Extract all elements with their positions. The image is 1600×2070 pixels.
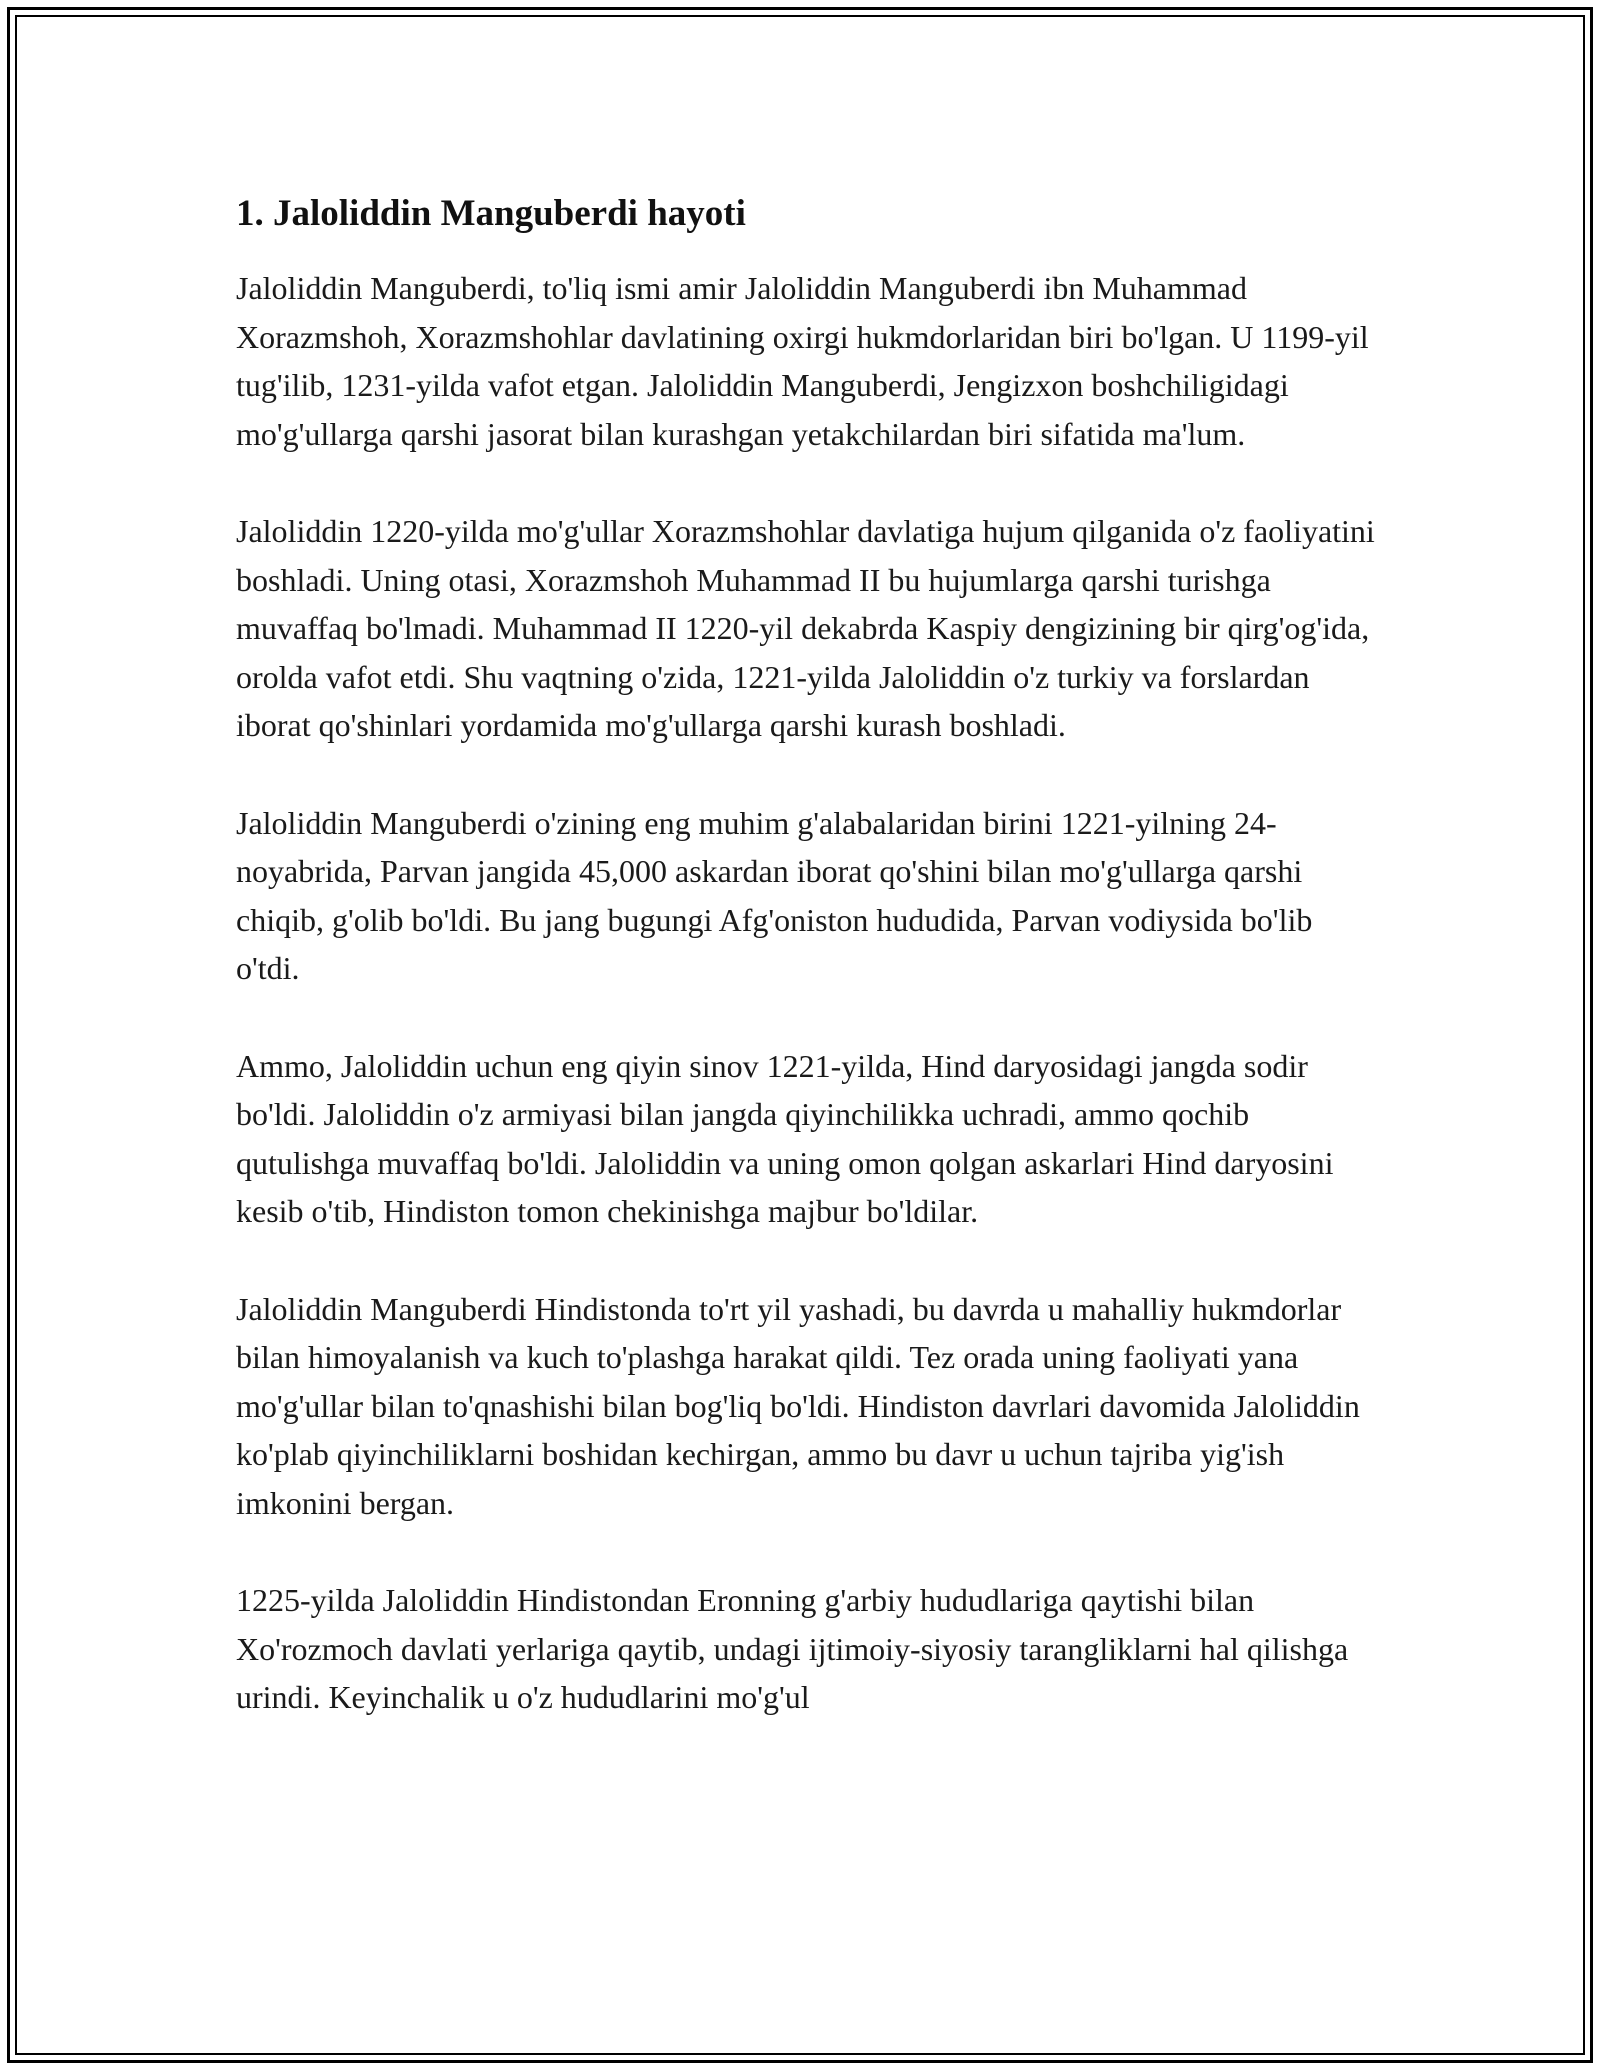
paragraph-6: 1225-yilda Jaloliddin Hindistondan Eronning g'arbiy hududlariga qaytishi bilan Xo'rozmoch davlati yerlariga qaytib, undagi ijtimoiy-siyosiy tarangliklarni hal qilishga urindi. Keyinchalik u o'z hududlarini mo'g'ul (236, 1582, 1349, 1715)
paragraph-4: Ammo, Jaloliddin uchun eng qiyin sinov 1221-yilda, Hind daryosidagi jangda sodir bo'ldi. Jaloliddin o'z armiyasi bilan jangda qiyinchilikka uchradi, ammo qochib qutulishga muvaffaq bo'ldi. Jaloliddin va uning omon qolgan askarlari Hind daryosini kesib o'tib, Hindiston tomon chekinishga majbur bo'ldilar. (236, 1047, 1334, 1229)
paragraph-2: Jaloliddin 1220-yilda mo'g'ullar Xorazmshohlar davlatiga hujum qilganida o'z faoliyatini boshladi. Uning otasi, Xorazmshoh Muhammad II bu hujumlarga qarshi turishga muvaffaq bo'lmadi. Muhammad II 1220-yil dekabrda Kaspiy dengizining bir qirg'og'ida, orolda vafot etdi. Shu vaqtning o'zida, 1221-yilda Jaloliddin o'z turkiy va forslardan iborat qo'shinlari yordamida mo'g'ullarga qarshi kurash boshladi. (236, 513, 1375, 743)
document-page (236, 186, 1376, 1771)
paragraph-5: Jaloliddin Manguberdi Hindistonda to'rt yil yashadi, bu davrda u mahalliy hukmdorlar bilan himoyalanish va kuch to'plashga harakat qildi. Tez orada uning faoliyati yana mo'g'ullar bilan to'qnashishi bilan bog'liq bo'ldi. Hindiston davrlari davomida Jaloliddin ko'plab qiyinchiliklarni boshidan kechirgan, ammo bu davr u uchun tajriba yig'ish imkonini bergan. (236, 1290, 1360, 1521)
paragraph-3: Jaloliddin Manguberdi o'zining eng muhim g'alabalaridan birini 1221-yilning 24-noyabrida, Parvan jangida 45,000 askardan iborat qo'shini bilan mo'g'ullarga qarshi chiqib, g'olib bo'ldi. Bu jang bugungi Afg'oniston hududida, Parvan vodiysida bo'lib o'tdi. (236, 804, 1313, 986)
section-heading: 1. Jaloliddin Manguberdi hayoti (236, 193, 746, 234)
paragraph-1: Jaloliddin Manguberdi, to'liq ismi amir Jaloliddin Manguberdi ibn Muhammad Xorazmshoh, Xorazmshohlar davlatining oxirgi hukmdorlaridan biri bo'lgan. U 1199-yil tug'ilib, 1231-yilda vafot etgan. Jaloliddin Manguberdi, Jengizxon boshchiligidagi mo'g'ullarga qarshi jasorat bilan kurashgan yetakchilardan biri sifatida ma'lum. (236, 270, 1369, 452)
